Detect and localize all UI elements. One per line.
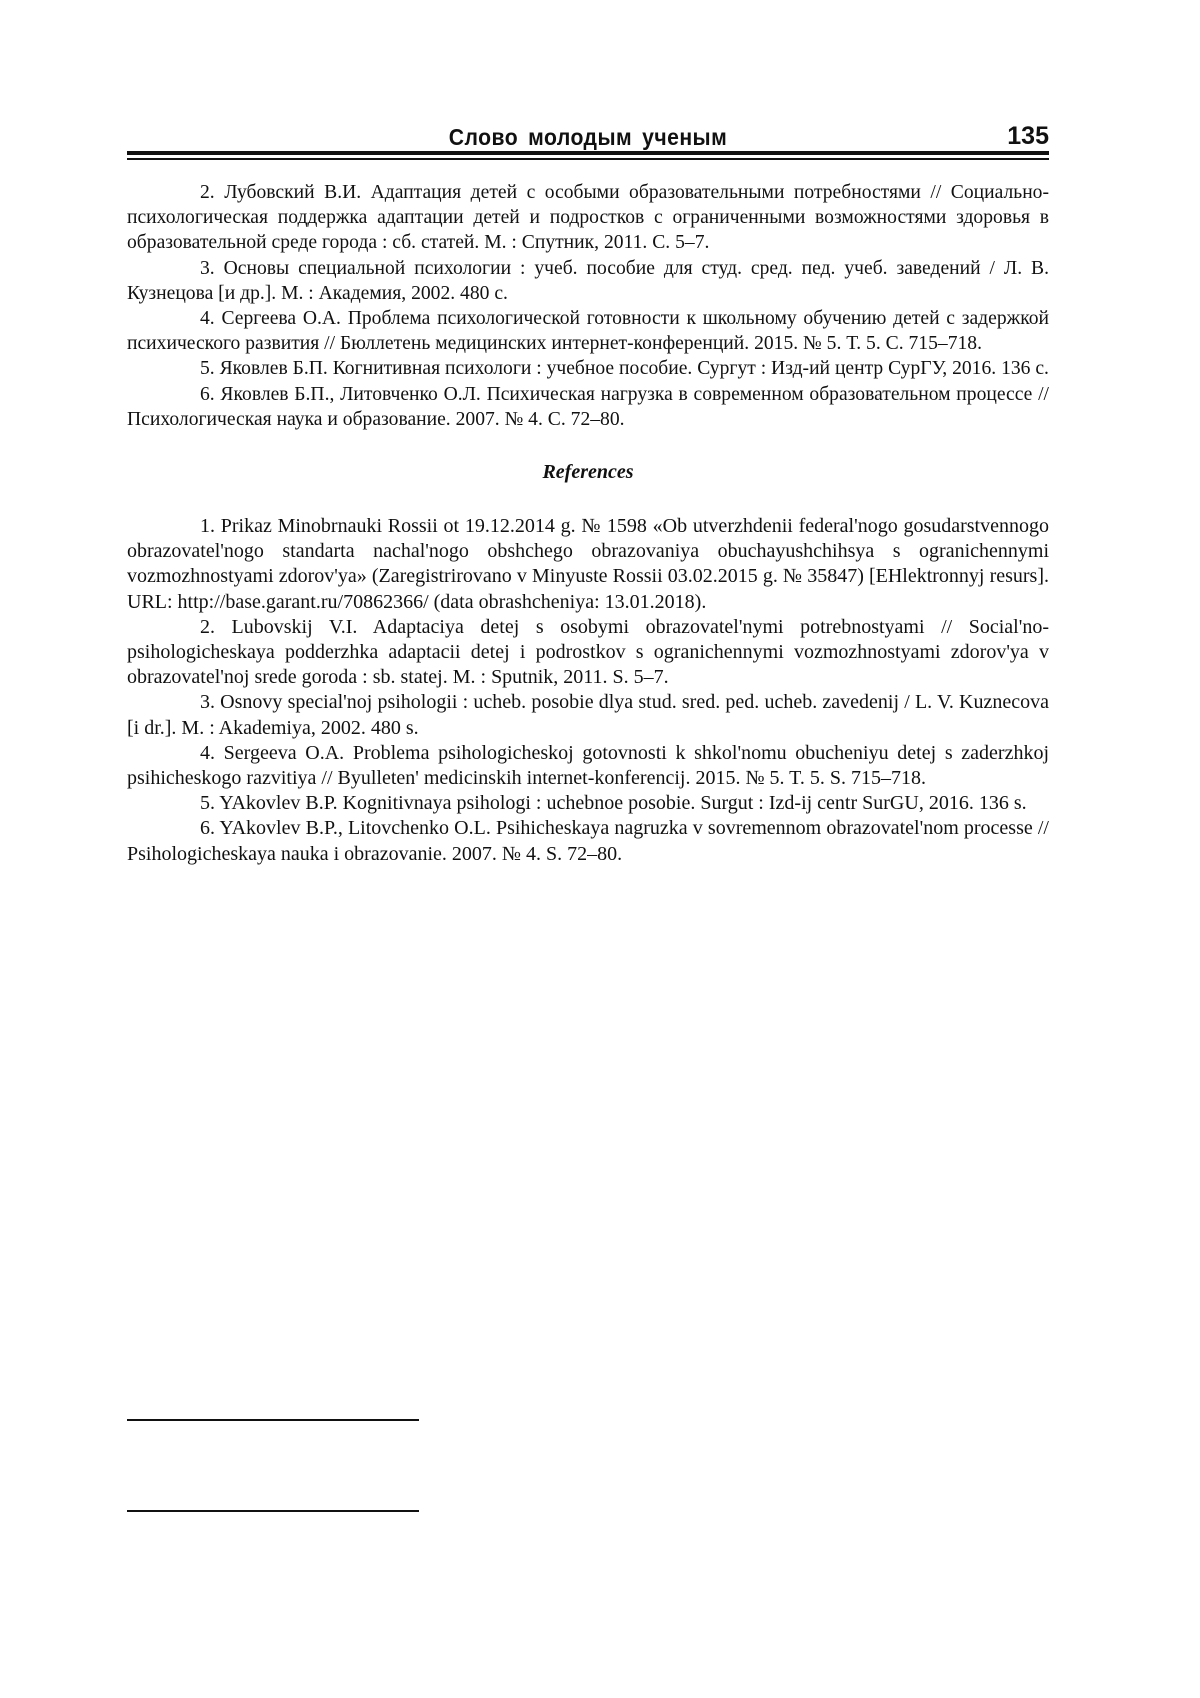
header-rule-thick: [127, 151, 1049, 155]
reference-item-ru-3: 3. Основы специальной психологии : учеб. пособие для студ. сред. пед. учеб. заведений / Л. В. Кузнецова [и др.]. М. : Академия, 2002. 480 с.: [127, 257, 1049, 304]
reference-item-en-5: 5. YAkovlev B.P. Kognitivnaya psihologi : uchebnoe posobie. Surgut : Izd-ij centr SurGU, 2016. 136 s.: [200, 792, 1027, 815]
reference-item-ru-2: 2. Лубовский В.И. Адаптация детей с особыми образовательными потребностями // Социально-психологическая поддержка адаптации детей и подростков с ограниченными возможностями здоровья в образовательной среде города : сб. статей. М. : Спутник, 2011. С. 5–7.: [127, 182, 1049, 254]
footnote-rule: [127, 1510, 419, 1512]
reference-item-en-1: 1. Prikaz Minobrnauki Rossii ot 19.12.2014 g. № 1598 «Ob utverzhdenii federal'nogo gosudarstvennogo obrazovatel'nogo standarta nachal'nogo obshchego obrazovaniya obuchayushchihsya s ogranichennymi vozmozhnostyami zdorov'ya» (Zaregistrirovano v Minyuste Rossii 03.02.2015 g. № 35847) [EHlektronnyj resurs]. URL: http://base.garant.ru/70862366/ (data obrashcheniya: 13.01.2018).: [127, 515, 1049, 613]
reference-item-ru-6: 6. Яковлев Б.П., Литовченко О.Л. Психическая нагрузка в современном образовательном процессе // Психологическая наука и образование. 2007. № 4. С. 72–80.: [127, 383, 1049, 430]
header-rule-thin: [127, 158, 1049, 160]
reference-item-ru-4: 4. Сергеева О.А. Проблема психологической готовности к школьному обучению детей с задержкой психического развития // Бюллетень медицинских интернет-конференций. 2015. № 5. Т. 5. С. 715–718.: [127, 308, 1049, 355]
running-header-title: Слово молодым ученым: [448, 124, 728, 150]
reference-item-en-4: 4. Sergeeva O.A. Problema psihologicheskoj gotovnosti k shkol'nomu obucheniyu detej s zaderzhkoj psihicheskogo razvitiya // Byulleten' medicinskih internet-konferencij. 2015. № 5. T. 5. S. 715–718.: [127, 741, 1049, 790]
reference-item-en-3: 3. Osnovy special'noj psihologii : ucheb. posobie dlya stud. sred. ped. ucheb. zavedenij / L. V. Kuznecova [i dr.]. M. : Akademiya, 2002. 480 s.: [127, 691, 1049, 739]
reference-section: [127, 180, 1049, 867]
references-heading: References: [542, 461, 634, 484]
reference-item-en-6: 6. YAkovlev B.P., Litovchenko O.L. Psihicheskaya nagruzka v sovremennom obrazovatel'nom processe // Psihologicheskaya nauka i obrazovanie. 2007. № 4. S. 72–80.: [127, 817, 1049, 865]
footnote-rule: [127, 1419, 419, 1421]
reference-item-en-2: 2. Lubovskij V.I. Adaptaciya detej s osobymi obrazovatel'nymi potrebnostyami // Social'no-psihologicheskaya podderzhka adaptacii detej i podrostkov s ogranichennymi vozmozhnostyami zdorov'ya v obrazovatel'noj srede goroda : sb. statej. M. : Sputnik, 2011. S. 5–7.: [127, 615, 1049, 689]
reference-list-ru: [127, 180, 1049, 432]
reference-list-en: [127, 514, 1049, 867]
page-number: 135: [1007, 122, 1049, 150]
reference-item-ru-5: 5. Яковлев Б.П. Когнитивная психологи : учебное пособие. Сургут : Изд-ий центр СурГУ, 2016. 136 с.: [200, 358, 1049, 380]
